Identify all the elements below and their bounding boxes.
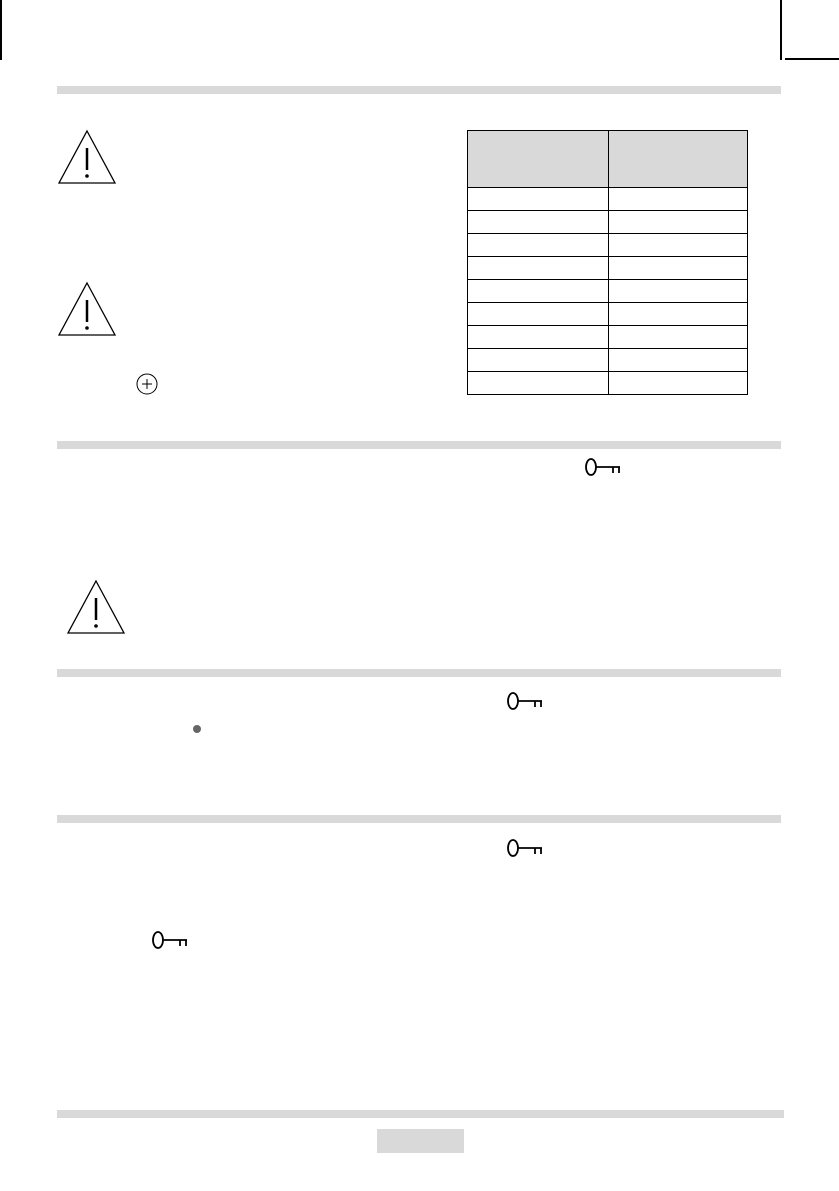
table-row — [468, 188, 748, 211]
table-header-cell — [468, 131, 609, 188]
warning-triangle-icon — [56, 128, 118, 186]
key-lock-icon — [584, 457, 624, 477]
table-cell — [468, 188, 609, 211]
key-lock-icon — [506, 838, 546, 858]
crop-mark-right-top — [785, 58, 839, 60]
table-cell — [468, 326, 609, 349]
table-cell — [609, 188, 748, 211]
table-row — [468, 280, 748, 303]
table-cell — [609, 211, 748, 234]
table-row — [468, 349, 748, 372]
section-divider-2 — [57, 441, 781, 449]
key-lock-icon — [506, 691, 546, 711]
table-row — [468, 372, 748, 395]
table-cell — [468, 257, 609, 280]
table-cell — [609, 349, 748, 372]
table-row — [468, 211, 748, 234]
page-number-box — [377, 1129, 464, 1153]
table-cell — [468, 280, 609, 303]
section-divider-4 — [57, 815, 781, 823]
table-header-row — [468, 131, 748, 188]
crop-mark-top-right — [780, 0, 782, 60]
table-header-cell — [609, 131, 748, 188]
crop-mark-top-left — [0, 0, 2, 60]
warning-triangle-icon — [56, 280, 118, 338]
table-cell — [609, 303, 748, 326]
table-cell — [609, 326, 748, 349]
table-row — [468, 234, 748, 257]
table-cell — [609, 372, 748, 395]
plus-circle-icon — [135, 372, 159, 396]
table-row — [468, 257, 748, 280]
data-table — [467, 130, 748, 395]
dot-icon — [193, 725, 201, 733]
table-cell — [468, 349, 609, 372]
table-cell — [609, 234, 748, 257]
warning-triangle-icon — [65, 578, 127, 636]
table-cell — [609, 280, 748, 303]
table-cell — [609, 257, 748, 280]
table-cell — [468, 211, 609, 234]
table-row — [468, 303, 748, 326]
table-cell — [468, 372, 609, 395]
table-row — [468, 326, 748, 349]
footer-divider — [57, 1110, 784, 1118]
section-divider-1 — [57, 86, 781, 94]
key-lock-icon — [151, 930, 191, 950]
section-divider-3 — [57, 669, 781, 677]
table-cell — [468, 303, 609, 326]
table-cell — [468, 234, 609, 257]
